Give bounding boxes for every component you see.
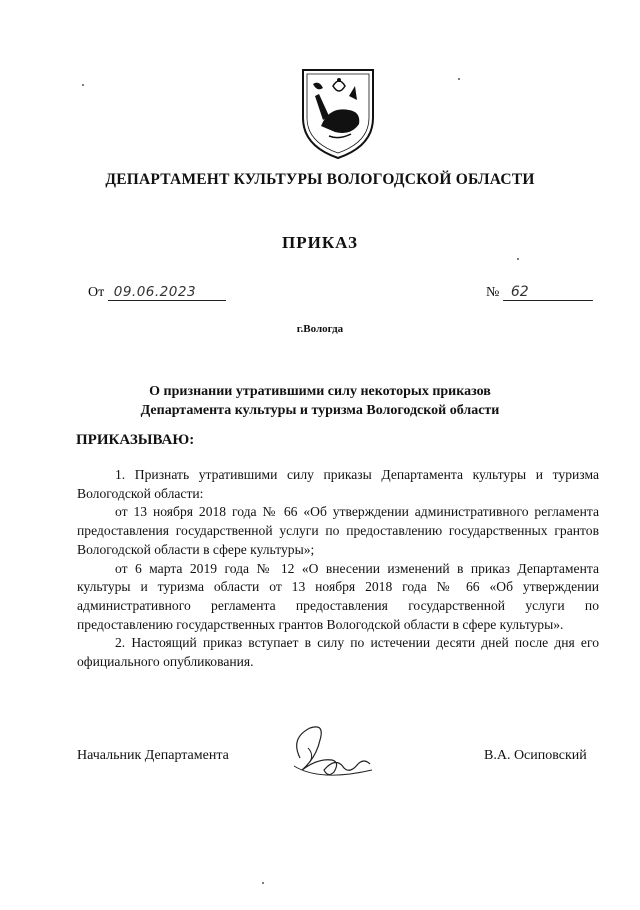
order-body — [77, 466, 599, 672]
document-subject — [0, 382, 640, 420]
order-word: ПРИКАЗЫВАЮ: — [76, 432, 195, 448]
date-label: От — [88, 285, 105, 300]
document-type-title: ПРИКАЗ — [282, 233, 358, 252]
date-row — [88, 284, 226, 301]
paragraph-3: от 6 марта 2019 года № 12 «О внесении изменений в приказ Департамента культуры и туризма области от 13 ноября 2018 года № 66 «Об утверждении административного регламента предоставления государственной услуги по предоставлению государственных грантов Вологодской области в сфере культуры». — [77, 560, 599, 632]
subject-line-2: Департамента культуры и туризма Вологодской области — [140, 403, 500, 418]
paragraph-4: 2. Настоящий приказ вступает в силу по истечении десяти дней после дня его официального опубликования. — [77, 635, 599, 670]
date-value: 09.06.2023 — [108, 284, 226, 301]
number-value: 62 — [503, 284, 593, 301]
paragraph-1: 1. Признать утратившими силу приказы Департамента культуры и туризма Вологодской области: — [77, 467, 599, 501]
city-name: г.Вологда — [296, 323, 344, 335]
department-name: ДЕПАРТАМЕНТ КУЛЬТУРЫ ВОЛОГОДСКОЙ ОБЛАСТИ — [105, 171, 535, 188]
subject-line-1: О признании утратившими силу некоторых приказов — [149, 384, 491, 399]
coat-of-arms-icon — [299, 66, 377, 162]
paragraph-2: от 13 ноября 2018 года № 66 «Об утверждении административного регламента предоставления государственной услуги по предоставлению государственных грантов Вологодской области в сфере культуры»; — [77, 504, 599, 557]
number-row — [486, 284, 593, 301]
scan-speck — [517, 258, 519, 260]
number-label: № — [486, 285, 500, 300]
signature-icon — [280, 718, 380, 788]
scan-speck — [458, 78, 460, 80]
signatory-name: В.А. Осиповский — [484, 748, 587, 763]
scan-speck — [262, 882, 264, 884]
scan-speck — [82, 84, 84, 86]
signatory-title: Начальник Департамента — [77, 748, 229, 763]
